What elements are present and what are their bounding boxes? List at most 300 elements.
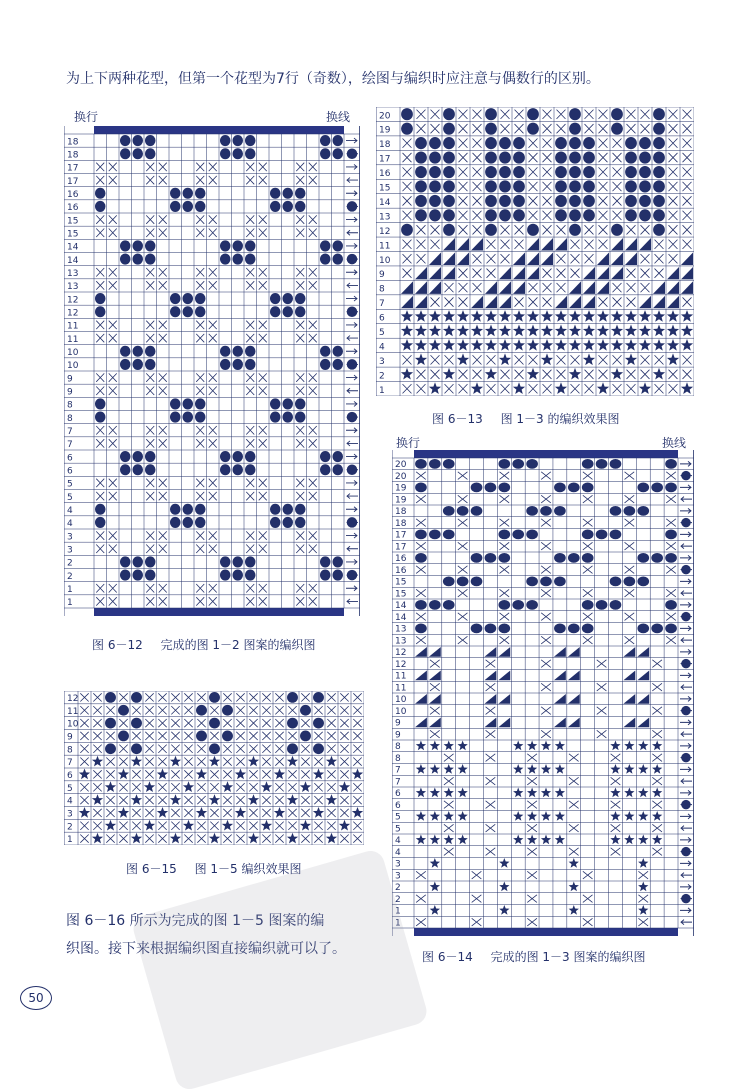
row-label: 5 [67,783,73,794]
filled-circle [526,506,538,516]
cross-stitch [80,757,88,765]
filled-circle [145,346,156,357]
star [597,382,609,394]
cross-stitch [132,809,140,817]
cross-stitch [416,589,426,597]
cross-stitch [557,110,566,119]
half-triangle [569,281,581,293]
cross-stitch [109,268,117,276]
star [471,382,483,394]
cross-stitch [119,834,127,842]
cross-stitch [296,281,304,289]
filled-circle [245,240,256,251]
half-triangle [623,694,635,704]
filled-circle [512,529,524,539]
row-label: 4 [67,505,73,516]
half-triangle [415,647,427,657]
filled-circle [471,623,483,633]
row-label: 11 [67,321,79,332]
arrow-right-icon [680,602,691,607]
arrow-left-icon [681,779,692,784]
row-label: 16 [395,565,407,576]
row-label: 8 [67,413,73,424]
filled-circle [270,504,281,515]
cross-stitch [109,176,117,184]
filled-circle [145,451,156,462]
cross-stitch [417,110,426,119]
row-label: 11 [395,683,407,694]
cross-stitch [96,479,104,487]
cross-stitch [309,479,317,487]
filled-circle [170,504,181,515]
cross-stitch [683,153,692,162]
cross-stitch [353,693,361,701]
star [527,811,537,821]
cross-stitch [515,124,524,133]
half-triangle [485,296,497,308]
cross-stitch [599,110,608,119]
filled-circle [583,166,595,178]
filled-circle [569,166,581,178]
filled-circle [300,705,311,716]
filled-circle [320,254,331,265]
cross-stitch [625,472,635,480]
cross-stitch [459,211,468,220]
cross-stitch [473,269,482,278]
cross-stitch [458,472,468,480]
cross-stitch [655,240,664,249]
star [118,807,129,818]
cross-stitch [599,124,608,133]
cross-stitch [527,754,537,762]
row-label: 9 [67,387,73,398]
filled-circle [283,306,294,317]
filled-circle [105,692,116,703]
filled-circle [333,359,344,370]
cross-stitch [209,479,217,487]
half-triangle [583,267,595,279]
star [183,781,194,792]
cross-stitch [109,321,117,329]
star [196,807,207,818]
filled-circle [209,743,220,754]
cross-stitch [473,211,482,220]
star [352,769,363,780]
cross-stitch [583,613,593,621]
row-label: 2 [67,571,73,582]
row-label: 15 [67,229,79,240]
cross-stitch [527,848,537,856]
row-label: 2 [67,822,73,833]
cross-stitch [259,545,267,553]
filled-circle [665,600,677,610]
filled-circle [429,459,441,469]
star [352,807,363,818]
cross-stitch [599,211,608,220]
cross-stitch [80,783,88,791]
star [527,368,539,380]
cross-stitch [473,370,482,379]
cross-stitch [259,268,267,276]
filled-circle [610,576,622,586]
cross-stitch [597,683,607,691]
cross-stitch [431,370,440,379]
half-triangle [583,296,595,308]
filled-circle [245,556,256,567]
cross-stitch [459,153,468,162]
cross-stitch [625,613,635,621]
cross-stitch [613,211,622,220]
half-triangle [499,281,511,293]
yarn-dot [347,517,358,528]
cross-stitch [473,153,482,162]
star [541,764,551,774]
filled-circle [145,464,156,475]
cross-stitch [669,139,678,148]
row-label: 9 [379,270,385,281]
cross-stitch [431,240,440,249]
cross-stitch [159,387,167,395]
row-label: 6 [67,771,73,782]
cross-stitch [499,636,509,644]
cross-stitch [314,783,322,791]
cross-stitch [197,834,205,842]
cross-stitch [96,176,104,184]
filled-circle [555,137,567,149]
cross-stitch [416,918,426,926]
cross-stitch [641,283,650,292]
yarn-dot [347,201,358,212]
cross-stitch [473,110,482,119]
cross-stitch [627,124,636,133]
cross-stitch [583,472,593,480]
cross-stitch [196,281,204,289]
cross-stitch [196,439,204,447]
star [183,820,194,831]
cross-stitch [655,355,664,364]
cross-stitch [171,783,179,791]
cross-stitch [353,732,361,740]
effect-chart-fig-6-13 [376,107,694,396]
half-triangle [681,281,693,293]
arrow-right-icon [680,673,691,678]
star [541,339,553,351]
filled-circle [639,137,651,149]
row-label: 13 [379,212,391,223]
filled-circle [429,529,441,539]
star [610,811,620,821]
filled-circle [95,188,106,199]
filled-circle [569,152,581,164]
cross-stitch [296,439,304,447]
cross-stitch [599,240,608,249]
cross-stitch [472,871,482,879]
filled-circle [499,137,511,149]
cross-stitch [246,426,254,434]
filled-circle [170,188,181,199]
filled-circle [95,293,106,304]
cross-stitch [96,373,104,381]
star [415,310,427,322]
cross-stitch [499,542,509,550]
filled-circle [95,504,106,515]
cross-stitch [543,196,552,205]
row-label: 1 [67,598,73,609]
filled-circle [295,504,306,515]
yarn-dot [681,565,690,574]
cross-stitch [569,801,579,809]
cross-stitch [262,706,270,714]
cross-stitch [571,355,580,364]
yarn-dot [347,464,358,475]
star [471,310,483,322]
star [261,820,272,831]
filled-circle [625,180,637,192]
star [300,820,311,831]
cross-stitch [501,370,510,379]
star [638,882,648,892]
cross-stitch [666,636,676,644]
cross-stitch [223,834,231,842]
star [638,741,648,751]
g14-svg [392,450,694,936]
filled-circle [233,346,244,357]
cross-stitch [529,211,538,220]
cross-stitch [93,770,101,778]
cross-stitch [403,254,412,263]
star [430,764,440,774]
cross-stitch [109,229,117,237]
cross-stitch [236,757,244,765]
star [416,741,426,751]
filled-circle [245,451,256,462]
filled-circle [145,570,156,581]
cross-stitch [625,636,635,644]
filled-circle [569,209,581,221]
arrow-right-icon [680,532,691,537]
cross-stitch [93,809,101,817]
cross-stitch [80,706,88,714]
cross-stitch [197,796,205,804]
arrow-left-icon [347,178,358,183]
filled-circle [233,451,244,462]
filled-circle [220,464,231,475]
filled-circle [485,553,497,563]
star [458,835,468,845]
cross-stitch [340,693,348,701]
cross-stitch [288,783,296,791]
cross-stitch [403,240,412,249]
cross-stitch [666,495,676,503]
cross-stitch [583,495,593,503]
cross-stitch [529,139,538,148]
cross-stitch [403,167,412,176]
cross-stitch [569,824,579,832]
cross-stitch [599,370,608,379]
filled-circle [209,692,220,703]
cross-stitch [459,196,468,205]
cross-stitch [159,215,167,223]
cross-stitch [209,281,217,289]
row-label: 8 [395,742,401,753]
star [639,339,651,351]
arrow-right-icon [680,837,691,842]
cross-stitch [145,693,153,701]
filled-circle [569,224,581,236]
cross-stitch [80,693,88,701]
filled-circle [183,504,194,515]
cross-stitch [262,834,270,842]
filled-circle [120,254,131,265]
cross-stitch [246,387,254,395]
cross-stitch [669,124,678,133]
half-triangle [484,694,496,704]
row-label: 4 [67,519,73,530]
row-label: 14 [395,612,407,623]
cross-stitch [209,597,217,605]
half-triangle [667,281,679,293]
star [653,325,665,337]
half-triangle [623,647,635,657]
cross-stitch [93,719,101,727]
cross-stitch [246,229,254,237]
cross-stitch [529,167,538,176]
filled-circle [195,504,206,515]
filled-circle [568,623,580,633]
star [499,905,509,915]
cross-stitch [109,334,117,342]
star [541,353,553,365]
cross-stitch [486,777,496,785]
cross-stitch [296,163,304,171]
filled-circle [485,137,497,149]
filled-circle [485,166,497,178]
arrow-left-icon [347,494,358,499]
star [444,835,454,845]
half-triangle [555,238,567,250]
cross-stitch [96,387,104,395]
row-label: 1 [379,385,385,396]
filled-circle [170,517,181,528]
filled-circle [471,482,483,492]
cross-stitch [501,254,510,263]
star [444,788,454,798]
half-triangle [484,671,496,681]
cross-stitch [444,754,454,762]
cross-stitch [557,124,566,133]
arrow-right-icon [680,555,691,560]
star [667,353,679,365]
cross-stitch [340,719,348,727]
filled-circle [499,180,511,192]
row-label: 12 [67,295,79,306]
cross-stitch [599,139,608,148]
filled-circle [637,576,649,586]
filled-circle [526,576,538,586]
half-triangle [554,647,566,657]
cross-stitch [459,225,468,234]
cross-stitch [353,745,361,753]
half-triangle [401,281,413,293]
knitting-chart-fig-6-14 [392,450,694,936]
row-label: 3 [67,532,73,543]
star [513,339,525,351]
row-label: 12 [395,648,407,659]
filled-circle [233,148,244,159]
cross-stitch [262,693,270,701]
cross-stitch [625,495,635,503]
cross-stitch [353,719,361,727]
cross-stitch [196,163,204,171]
cross-stitch [529,355,538,364]
row-label: 18 [395,518,407,529]
cross-stitch [119,745,127,753]
cross-stitch [543,297,552,306]
cross-stitch [501,384,510,393]
star [541,811,551,821]
arrow-left-icon [681,873,692,878]
cross-stitch [106,757,114,765]
star [513,741,523,751]
cross-stitch [210,809,218,817]
yarn-dot [681,659,690,668]
cross-stitch [683,240,692,249]
half-triangle [639,296,651,308]
cross-stitch [246,584,254,592]
filled-circle [568,553,580,563]
cross-stitch [431,297,440,306]
cross-stitch [340,706,348,714]
cross-stitch [515,110,524,119]
half-triangle [415,281,427,293]
row-label: 11 [379,241,391,252]
star [443,339,455,351]
row-label: 17 [395,530,407,541]
filled-circle [582,553,594,563]
cross-stitch [275,693,283,701]
star [339,781,350,792]
cross-stitch [296,479,304,487]
filled-circle [583,137,595,149]
cross-stitch [236,719,244,727]
half-triangle [498,694,510,704]
filled-circle [485,482,497,492]
filled-circle [624,506,636,516]
cross-stitch [146,426,154,434]
arrow-left-icon [681,826,692,831]
cross-stitch [119,719,127,727]
yarn-dot [681,471,690,480]
filled-circle [443,529,455,539]
row-label: 4 [395,847,401,858]
cross-stitch [159,163,167,171]
cross-stitch [683,355,692,364]
filled-circle [333,451,344,462]
cross-stitch [585,225,594,234]
star [92,833,103,844]
cross-stitch [417,124,426,133]
filled-circle [610,506,622,516]
row-label: 17 [67,163,79,174]
filled-circle [596,529,608,539]
cross-stitch [569,777,579,785]
cross-stitch [275,745,283,753]
cross-stitch [669,211,678,220]
cross-stitch [541,472,551,480]
filled-circle [443,459,455,469]
filled-circle [429,166,441,178]
half-triangle [568,718,580,728]
